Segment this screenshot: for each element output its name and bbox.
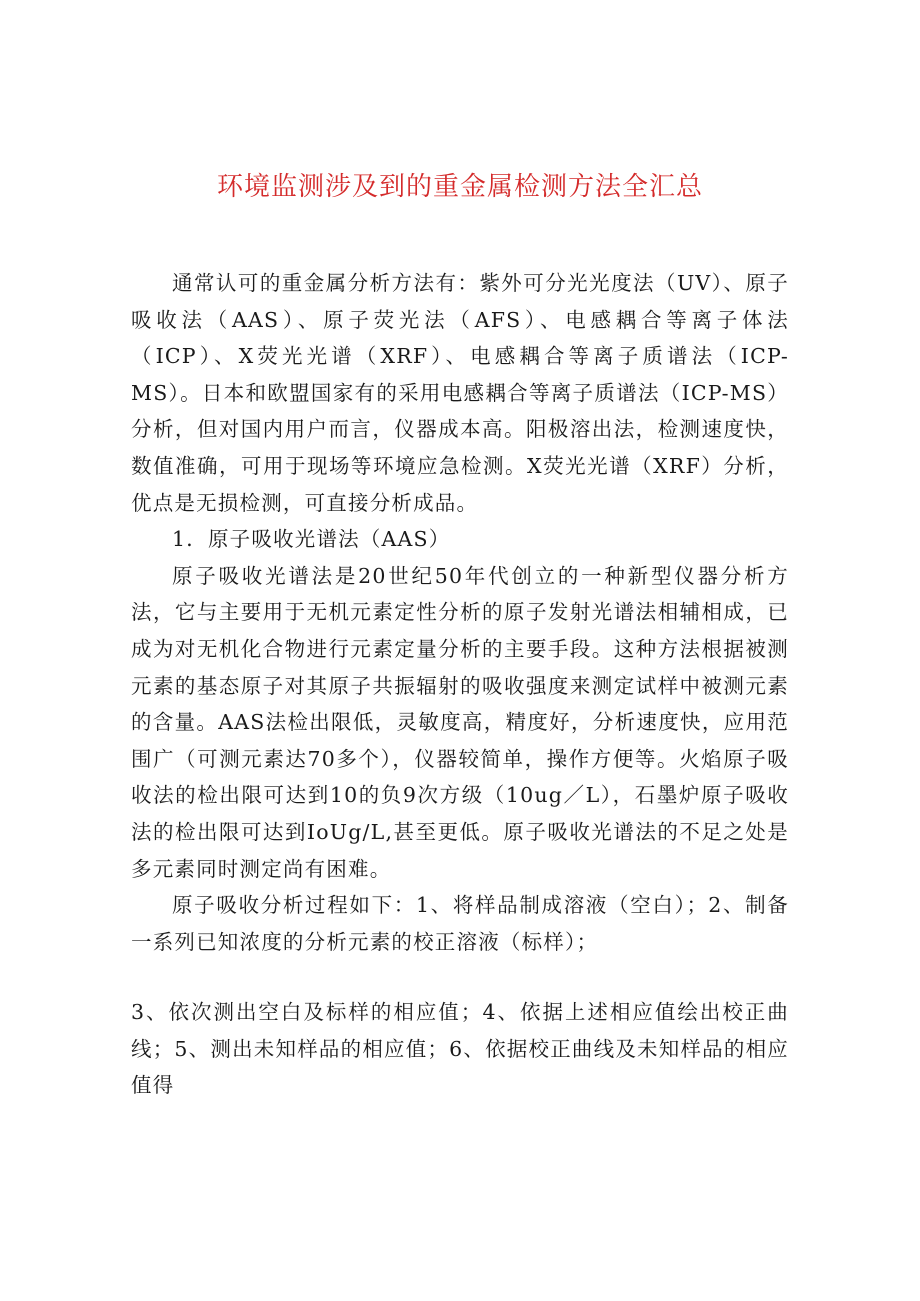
document-title: 环境监测涉及到的重金属检测方法全汇总	[216, 172, 703, 202]
paragraph-gap	[131, 960, 789, 994]
document-body	[131, 265, 789, 1104]
section-heading-aas: 1．原子吸收光谱法（AAS）	[172, 527, 451, 552]
aas-procedure-paragraph: 原子吸收分析过程如下：1、将样品制成溶液（空白）；2、制备一系列已知浓度的分析元素的校正溶液（标样）；	[131, 893, 789, 954]
aas-description-paragraph: 原子吸收光谱法是20世纪50年代创立的一种新型仪器分析方法，它与主要用于无机元素定性分析的原子发射光谱法相辅相成，已成为对无机化合物进行元素定量分析的主要手段。这种方法根据被测元素的基态原子对其原子共振辐射的吸收强度来测定试样中被测元素的含量。AAS法检出限低，灵敏度高，精度好，分析速度快，应用范围广（可测元素达70多个），仪器较简单，操作方便等。火焰原子吸收法的检出限可达到10的负9次方级（10ug／L），石墨炉原子吸收法的检出限可达到IoUg/L,甚至更低。原子吸收光谱法的不足之处是多元素同时测定尚有困难。	[131, 563, 789, 881]
aas-procedure-continued-paragraph: 3、依次测出空白及标样的相应值；4、依据上述相应值绘出校正曲线；5、测出未知样品的相应值；6、依据校正曲线及未知样品的相应值得	[131, 1000, 789, 1098]
intro-paragraph: 通常认可的重金属分析方法有：紫外可分光光度法（UV）、原子吸收法（AAS）、原子荧光法（AFS）、电感耦合等离子体法（ICP）、X荧光光谱（XRF）、电感耦合等离子质谱法（ICP-MS）。日本和欧盟国家有的采用电感耦合等离子质谱法（ICP-MS）分析，但对国内用户而言，仪器成本高。阳极溶出法，检测速度快，数值准确，可用于现场等环境应急检测。X荧光光谱（XRF）分析，优点是无损检测，可直接分析成品。	[131, 271, 789, 515]
